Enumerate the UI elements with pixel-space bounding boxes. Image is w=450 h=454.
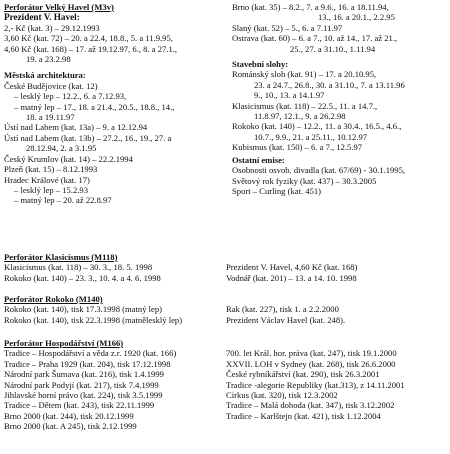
city-line: – matný lep – 17., 18. a 21.4., 20.5., 18.8., 14.,	[14, 101, 175, 112]
m166-left-line: Národní park Šumava (kat. 216), tisk 1.4.1999	[4, 369, 164, 380]
city-line: Ústí nad Labem (kat. 13a) – 9. a 12.12.94	[4, 122, 148, 133]
m140-title: Perforátor Rokoko (M140)	[4, 294, 103, 304]
city-line: Brno (kat. 35) – 8.2., 7. a 9.6., 16. a 18.11.94,	[232, 2, 389, 12]
m166-left-line: Tradice – Praha 1929 (kat. 204), tisk 17.12.1998	[4, 358, 171, 369]
m166-right-line: Tradice – Malá dohoda (kat. 347), tisk 3.12.2002	[226, 400, 395, 411]
m166-left-line: Národní park Podyjí (kat. 217), tisk 7.4.1999	[4, 379, 159, 390]
m166-right-line: České rybníkářství (kat. 290), tisk 26.3.2001	[226, 369, 380, 380]
city-line: Ústí nad Labem (kat. 13b) – 27.2., 16., 19., 27. a	[4, 132, 172, 143]
president-line: 2,- Kč (kat. 3) – 29.12.1993	[4, 22, 100, 33]
m166-right-line: Tradice -alegorie Republiky (kat.313), z 14.11.2001	[226, 379, 405, 390]
other-line: Světový rok fyziky (kat. 437) – 30.3.2005	[232, 175, 377, 186]
m118-right-line: Prezident V. Havel, 4,60 Kč (kat. 168)	[226, 262, 358, 273]
other-issues-heading: Ostatní emise:	[232, 154, 285, 165]
m140-right-line: Prezident Václav Havel (kat. 248).	[226, 314, 346, 325]
m166-right-line: XXVII. LOH v Sydney (kat. 268), tisk 26.6.2000	[226, 358, 396, 369]
m118-section	[4, 252, 446, 284]
m166-left-line: Brno 2000 (kat. A 245), tisk 2.12.1999	[4, 421, 137, 432]
m166-left-line: Tradice – Hospodářství a věda z.r. 1920 (kat. 166)	[4, 348, 177, 359]
style-line: Klasicismus (kat. 118) – 22.5., 11. a 14.7.,	[232, 100, 378, 111]
m166-right-line: Cirkus (kat. 320), tisk 12.3.2002	[226, 390, 338, 401]
president-heading: Prezident V. Havel:	[4, 12, 80, 23]
president-line: 4,60 Kč (kat. 168) – 17. až 19.12.97, 6., 8. a 27.1.,	[4, 43, 178, 54]
style-line: 10.7., 9.9., 21. a 25.11., 10.12.97	[254, 131, 368, 142]
city-line: 13., 16. a 20.1., 2.2.95	[318, 12, 395, 23]
style-line: 23. a 24.7., 26.8., 30. a 31.10., 7. a 13.11.96	[254, 79, 405, 90]
style-line: Kubismus (kat. 150) – 6. a 7., 12.5.97	[232, 142, 363, 153]
city-line: – matný lep – 20. až 22.8.97	[14, 195, 112, 206]
m140-section	[4, 294, 446, 326]
city-line: Ostrava (kat. 60) – 6. a 7., 10. až 14., 17. až 21.,	[232, 33, 398, 44]
city-line: Český Krumlov (kat. 14) – 22.2.1994	[4, 153, 133, 164]
m118-left-line: Rokoko (kat. 140) – 23. 3., 10. 4. a 4. 6. 1998	[4, 272, 161, 283]
m166-right-line: Tradice – Karlštejn (kat. 421), tisk 1.12.2004	[226, 410, 381, 421]
city-line: 18. a 19.11.97	[26, 112, 75, 123]
m166-section	[4, 338, 446, 452]
m3v-right-column	[232, 2, 447, 196]
city-line: Hradec Králové (kat. 17)	[4, 174, 90, 185]
m3v-left-column	[4, 2, 224, 206]
city-line: – lesklý lep – 12.2., 6. a 7.12.93,	[14, 91, 127, 102]
m166-left-line: Brno 2000 (kat. 244), tisk 20.12.1999	[4, 410, 134, 421]
city-line: České Budějovice (kat. 12)	[4, 80, 98, 91]
other-line: Osobnosti osvob. divadla (kat. 67/69) - 30.1.1995,	[232, 165, 406, 176]
style-line: 11.8.97, 12.1., 9. a 26.2.98	[254, 111, 346, 122]
city-line: 28.12.94, 2. a 3.1.95	[26, 143, 97, 154]
m166-left-line: Jihlavské horní právo (kat. 224), tisk 3.5.1999	[4, 390, 163, 401]
style-line: Rokoko (kat. 140) – 12.2., 11. a 30.4., 16.5., 4.6.,	[232, 121, 402, 132]
m140-left-line: Rokoko (kat. 140), tisk 22.3.1998 (matnělesklý lep)	[4, 314, 183, 325]
city-architecture-heading: Městská architektura:	[4, 70, 86, 81]
m3v-title: Perforátor Velký Havel (M3v)	[4, 2, 114, 12]
m118-right-line: Vodnář (kat. 201) – 13. a 14. 10. 1998	[226, 272, 357, 283]
building-styles-heading: Stavební slohy:	[232, 59, 289, 70]
m118-left-line: Klasicismus (kat. 118) – 30. 3., 18. 5. 1998	[4, 262, 153, 273]
m166-right-line: 700. let Král. hor. práva (kat. 247), tisk 19.1.2000	[226, 348, 397, 359]
m140-right-line: Rak (kat. 227), tisk 1. a 2.2.2000	[226, 304, 339, 315]
style-line: Románský sloh (kat. 91) – 17. a 20.10.95,	[232, 69, 377, 80]
president-line: 19. a 23.2.98	[26, 54, 71, 65]
other-line: Sport – Curling (kat. 451)	[232, 185, 322, 196]
style-line: 9., 10., 13. a 14.1.97	[254, 90, 325, 101]
city-line: Slaný (kat. 52) – 5., 6. a 7.11.97	[232, 22, 343, 33]
m140-left-line: Rokoko (kat. 140), tisk 17.3.1998 (matný lep)	[4, 304, 163, 315]
m166-title: Perforátor Hospodářství (M166)	[4, 338, 124, 348]
city-line: 25., 27. a 31.10., 1.11.94	[290, 43, 376, 54]
city-line: – lesklý lep – 15.2.93	[14, 184, 88, 195]
m166-left-line: Tradice – Dětem (kat. 243), tisk 22.11.1999	[4, 400, 155, 411]
city-line: Plzeň (kat. 15) – 8.12.1993	[4, 164, 98, 175]
president-line: 3,60 Kč (kat. 72) – 20. a 22.4, 18.8., 5. a 11.9.95,	[4, 33, 173, 44]
m118-title: Perforátor Klasicismus (M118)	[4, 252, 118, 262]
